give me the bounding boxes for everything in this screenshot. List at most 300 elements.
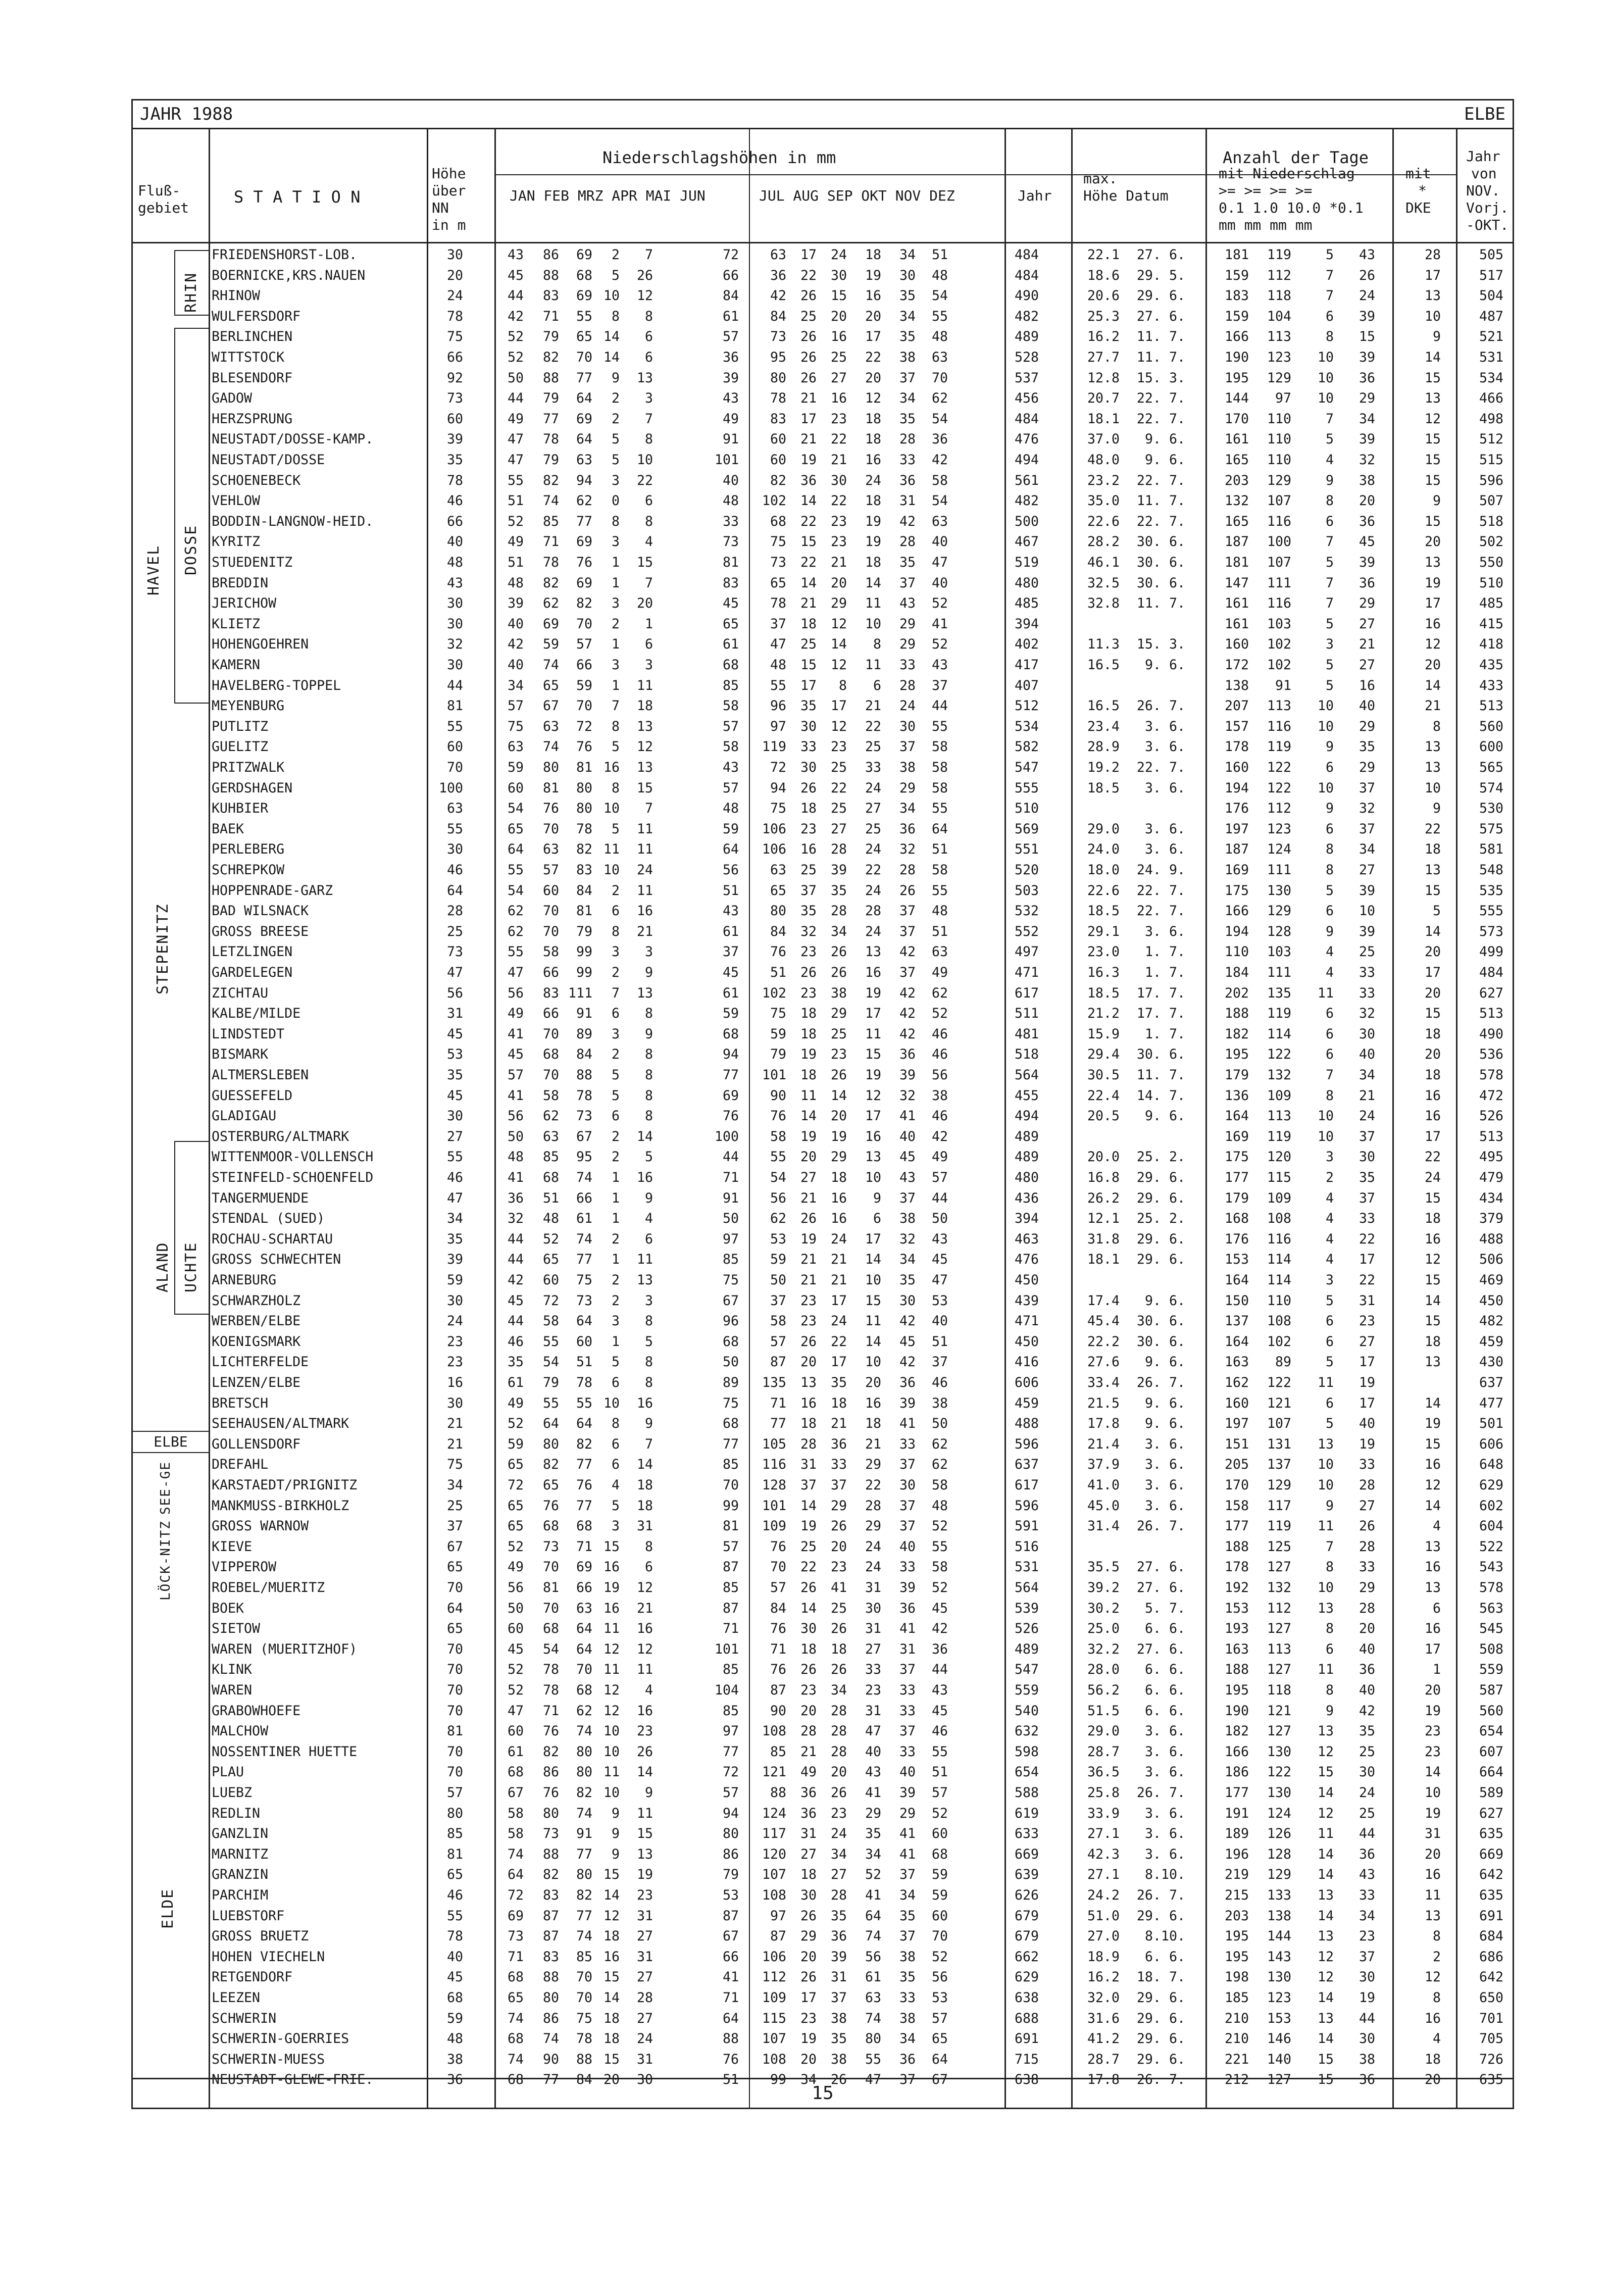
cell-jul: 55 (770, 677, 786, 693)
cell-sep: 8 (838, 677, 847, 693)
cell-jun: 72 (722, 1764, 739, 1780)
cell-hoehe: 21 (446, 1416, 463, 1432)
cell-jun: 67 (722, 1292, 739, 1309)
table-row (133, 1455, 1513, 1475)
cell-dez: 50 (931, 1211, 948, 1227)
cell-okt: 14 (865, 1252, 881, 1268)
cell-days-dke: 23 (1359, 1928, 1375, 1944)
cell-max-datum: 6. 6. (1144, 1703, 1185, 1719)
cell-nov: 41 (899, 1108, 916, 1124)
cell-hoehe: 55 (446, 821, 463, 837)
station-name: BODDIN-LANGNOW-HEID. (212, 513, 374, 529)
cell-dke: 15 (1424, 431, 1441, 447)
cell-jul: 59 (770, 1252, 786, 1268)
cell-mai: 11 (636, 677, 653, 693)
cell-jahr: 471 (1014, 1313, 1039, 1329)
station-name: LEEZEN (212, 1990, 261, 2006)
cell-max-hoehe: 23.0 (1087, 944, 1120, 960)
cell-jul: 37 (770, 1292, 786, 1309)
table-row (133, 1373, 1513, 1393)
cell-days-dke: 20 (1359, 493, 1375, 509)
cell-dke: 16 (1424, 2010, 1441, 2026)
cell-mrz: 70 (576, 616, 592, 632)
cell-okt: 10 (865, 616, 881, 632)
cell-nov: 42 (899, 513, 916, 529)
cell-apr: 3 (611, 1313, 620, 1329)
cell-mai: 5 (644, 1149, 653, 1165)
cell-apr: 5 (611, 267, 620, 283)
cell-mai: 10 (636, 452, 653, 468)
cell-feb: 78 (542, 1682, 559, 1698)
cell-max-hoehe: 21.4 (1087, 1436, 1120, 1452)
cell-dke: 20 (1424, 2072, 1441, 2088)
cell-apr: 1 (611, 636, 620, 653)
cell-apr: 18 (603, 2010, 620, 2026)
cell-days-01: 198 (1224, 1969, 1249, 1985)
cell-jahr: 638 (1014, 1990, 1039, 2006)
cell-hoehe: 28 (446, 903, 463, 919)
cell-max-hoehe: 32.5 (1087, 575, 1120, 591)
cell-max-datum: 3. 6. (1144, 1477, 1185, 1493)
cell-sep: 15 (830, 288, 847, 304)
cell-max-datum: 9. 6. (1144, 1292, 1185, 1309)
cell-days-01: 182 (1224, 1723, 1249, 1739)
cell-apr: 15 (603, 1867, 620, 1883)
cell-mai: 15 (636, 780, 653, 796)
cell-apr: 2 (611, 1292, 620, 1309)
cell-aug: 18 (800, 616, 817, 632)
cell-days-01: 186 (1224, 1764, 1249, 1780)
cell-days-01: 210 (1224, 2010, 1249, 2026)
cell-days-10: 111 (1267, 575, 1291, 591)
cell-feb: 63 (542, 841, 559, 858)
cell-okt: 19 (865, 985, 881, 1001)
cell-days-100: 6 (1325, 308, 1334, 324)
cell-hoehe: 48 (446, 2031, 463, 2047)
cell-aug: 31 (800, 1457, 817, 1473)
cell-mrz: 77 (576, 1846, 592, 1862)
cell-jun: 68 (722, 657, 739, 673)
cell-max-hoehe: 18.5 (1087, 903, 1120, 919)
cell-jul: 73 (770, 329, 786, 345)
cell-feb: 73 (542, 1538, 559, 1555)
cell-dez: 37 (931, 677, 948, 693)
cell-max-datum: 3. 6. (1144, 821, 1185, 837)
cell-jan: 52 (507, 329, 524, 345)
cell-feb: 51 (542, 1190, 559, 1206)
cell-aug: 26 (800, 780, 817, 796)
cell-jan: 57 (507, 1067, 524, 1083)
cell-jahr-von: 487 (1479, 308, 1503, 324)
cell-max-datum: 22. 7. (1136, 882, 1185, 899)
cell-jahr-von: 559 (1479, 1662, 1503, 1678)
cell-max-hoehe: 28.2 (1087, 534, 1120, 550)
cell-okt: 6 (873, 1211, 881, 1227)
cell-jahr-von: 490 (1479, 1026, 1503, 1042)
cell-okt: 16 (865, 965, 881, 980)
cell-sep: 22 (830, 1333, 847, 1350)
table-row (133, 512, 1513, 532)
cell-apr: 10 (603, 1395, 620, 1411)
cell-dez: 41 (931, 616, 948, 632)
cell-okt: 17 (865, 1231, 881, 1247)
cell-jul: 56 (770, 1190, 786, 1206)
cell-sep: 35 (830, 2031, 847, 2047)
cell-nov: 37 (899, 923, 916, 939)
cell-mrz: 82 (576, 1887, 592, 1903)
cell-nov: 30 (899, 1292, 916, 1309)
cell-days-01: 164 (1224, 1272, 1249, 1288)
cell-jahr: 561 (1014, 472, 1039, 488)
cell-days-01: 110 (1224, 944, 1249, 960)
cell-feb: 72 (542, 1292, 559, 1309)
cell-sep: 26 (830, 965, 847, 980)
cell-jahr: 520 (1014, 862, 1039, 878)
cell-days-dke: 22 (1359, 1272, 1375, 1288)
cell-aug: 34 (800, 2072, 817, 2088)
cell-jul: 112 (762, 1969, 786, 1985)
cell-apr: 3 (611, 595, 620, 612)
cell-sep: 23 (830, 411, 847, 427)
cell-jun: 64 (722, 2010, 739, 2026)
cell-max-hoehe: 20.6 (1087, 288, 1120, 304)
cell-jun: 101 (714, 1641, 739, 1657)
cell-dke: 15 (1424, 1190, 1441, 1206)
cell-apr: 8 (611, 308, 620, 324)
cell-days-01: 179 (1224, 1067, 1249, 1083)
cell-nov: 26 (899, 882, 916, 899)
cell-days-dke: 31 (1359, 1292, 1375, 1309)
cell-aug: 23 (800, 944, 817, 960)
cell-max-hoehe: 32.0 (1087, 1990, 1120, 2006)
cell-okt: 6 (873, 677, 881, 693)
cell-mai: 3 (644, 657, 653, 673)
cell-jan: 49 (507, 1395, 524, 1411)
cell-jahr-von: 669 (1479, 1846, 1503, 1862)
cell-days-10: 130 (1267, 882, 1291, 899)
cell-mai: 30 (636, 2072, 653, 2088)
cell-nov: 36 (899, 821, 916, 837)
cell-days-dke: 33 (1359, 1887, 1375, 1903)
header-hoehe-1: Höhe (432, 165, 466, 182)
cell-feb: 68 (542, 1621, 559, 1637)
cell-dez: 49 (931, 965, 948, 980)
cell-days-01: 205 (1224, 1457, 1249, 1473)
cell-mai: 7 (644, 575, 653, 591)
cell-aug: 30 (800, 1621, 817, 1637)
station-name: NEUSTADT/DOSSE (212, 452, 325, 468)
cell-apr: 8 (611, 718, 620, 734)
cell-days-100: 6 (1325, 903, 1334, 919)
cell-days-100: 6 (1325, 513, 1334, 529)
cell-dke: 28 (1424, 247, 1441, 263)
cell-days-dke: 39 (1359, 350, 1375, 365)
cell-dke: 15 (1424, 1313, 1441, 1329)
cell-jul: 57 (770, 1333, 786, 1350)
cell-jul: 87 (770, 1354, 786, 1370)
cell-dke: 20 (1424, 985, 1441, 1001)
cell-jun: 71 (722, 1621, 739, 1637)
cell-days-01: 177 (1224, 1170, 1249, 1185)
cell-jahr-von: 560 (1479, 1703, 1503, 1719)
cell-hoehe: 30 (446, 247, 463, 263)
cell-dez: 53 (931, 1990, 948, 2006)
cell-okt: 33 (865, 760, 881, 775)
cell-mai: 21 (636, 923, 653, 939)
cell-sep: 17 (830, 698, 847, 714)
cell-jahr-von: 602 (1479, 1498, 1503, 1514)
cell-apr: 9 (611, 1846, 620, 1862)
cell-dez: 51 (931, 1764, 948, 1780)
cell-jahr: 459 (1014, 1395, 1039, 1411)
cell-sep: 22 (830, 431, 847, 447)
cell-days-100: 4 (1325, 452, 1334, 468)
cell-jun: 45 (722, 595, 739, 612)
cell-sep: 14 (830, 636, 847, 653)
cell-max-hoehe: 16.5 (1087, 698, 1120, 714)
cell-days-dke: 15 (1359, 329, 1375, 345)
cell-days-100: 5 (1325, 677, 1334, 693)
cell-days-100: 12 (1317, 1805, 1334, 1821)
table-row (133, 1516, 1513, 1536)
cell-days-100: 10 (1317, 350, 1334, 365)
cell-mai: 6 (644, 636, 653, 653)
cell-apr: 8 (611, 513, 620, 529)
cell-dez: 56 (931, 1067, 948, 1083)
cell-jahr-von: 650 (1479, 1990, 1503, 2006)
cell-jahr-von: 648 (1479, 1457, 1503, 1473)
cell-sep: 24 (830, 1231, 847, 1247)
cell-jahr-von: 418 (1479, 636, 1503, 653)
cell-days-100: 10 (1317, 698, 1334, 714)
cell-hoehe: 48 (446, 555, 463, 570)
cell-nov: 33 (899, 1703, 916, 1719)
cell-okt: 12 (865, 1087, 881, 1104)
cell-days-10: 127 (1267, 1723, 1291, 1739)
cell-jan: 47 (507, 965, 524, 980)
cell-days-10: 121 (1267, 1395, 1291, 1411)
cell-mrz: 69 (576, 534, 592, 550)
cell-aug: 14 (800, 575, 817, 591)
table-row (133, 922, 1513, 942)
cell-hoehe: 45 (446, 1087, 463, 1104)
cell-apr: 1 (611, 1211, 620, 1227)
cell-jahr: 626 (1014, 1887, 1039, 1903)
cell-nov: 33 (899, 1682, 916, 1698)
cell-dke: 17 (1424, 1641, 1441, 1657)
cell-apr: 6 (611, 1457, 620, 1473)
cell-hoehe: 65 (446, 1621, 463, 1637)
cell-jan: 60 (507, 780, 524, 796)
cell-jul: 88 (770, 1785, 786, 1801)
cell-aug: 17 (800, 247, 817, 263)
cell-jun: 104 (714, 1682, 739, 1698)
cell-max-hoehe: 29.4 (1087, 1046, 1120, 1063)
header-jahr-von-5: -OKT. (1466, 217, 1509, 233)
cell-days-10: 110 (1267, 452, 1291, 468)
cell-dez: 43 (931, 1231, 948, 1247)
cell-max-datum: 22. 7. (1136, 513, 1185, 529)
cell-days-dke: 26 (1359, 267, 1375, 283)
table-row (133, 1804, 1513, 1824)
cell-jun: 51 (722, 2072, 739, 2088)
cell-days-100: 7 (1325, 288, 1334, 304)
cell-okt: 34 (865, 1846, 881, 1862)
cell-mai: 27 (636, 1969, 653, 1985)
cell-days-dke: 34 (1359, 841, 1375, 858)
cell-okt: 24 (865, 472, 881, 488)
cell-okt: 28 (865, 1498, 881, 1514)
cell-apr: 14 (603, 329, 620, 345)
cell-max-hoehe: 17.4 (1087, 1292, 1120, 1309)
cell-nov: 35 (899, 1908, 916, 1924)
cell-apr: 4 (611, 1477, 620, 1493)
cell-feb: 82 (542, 472, 559, 488)
cell-days-dke: 37 (1359, 1949, 1375, 1965)
cell-apr: 16 (603, 760, 620, 775)
cell-days-dke: 21 (1359, 1087, 1375, 1104)
cell-hoehe: 46 (446, 1887, 463, 1903)
cell-jahr-von: 502 (1479, 534, 1503, 550)
cell-dke: 15 (1424, 513, 1441, 529)
cell-jahr: 662 (1014, 1949, 1039, 1965)
station-name: NEUSTADT/DOSSE-KAMP. (212, 431, 374, 447)
cell-jahr-von: 587 (1479, 1682, 1503, 1698)
cell-okt: 11 (865, 657, 881, 673)
cell-mrz: 70 (576, 1662, 592, 1678)
cell-max-hoehe: 29.1 (1087, 923, 1120, 939)
cell-mai: 16 (636, 1395, 653, 1411)
cell-max-hoehe: 45.4 (1087, 1313, 1120, 1329)
cell-jun: 33 (722, 513, 739, 529)
cell-jahr: 516 (1014, 1538, 1039, 1555)
cell-apr: 9 (611, 1805, 620, 1821)
cell-hoehe: 31 (446, 1006, 463, 1022)
cell-jahr-von: 543 (1479, 1559, 1503, 1575)
cell-okt: 55 (865, 2051, 881, 2067)
station-name: GRANZIN (212, 1867, 269, 1883)
cell-nov: 37 (899, 1190, 916, 1206)
station-name: LINDSTEDT (212, 1026, 285, 1042)
cell-aug: 18 (800, 1006, 817, 1022)
cell-apr: 1 (611, 1252, 620, 1268)
cell-sep: 24 (830, 1313, 847, 1329)
cell-aug: 18 (800, 1067, 817, 1083)
cell-feb: 55 (542, 1395, 559, 1411)
cell-days-100: 13 (1317, 1436, 1334, 1452)
cell-dke: 13 (1424, 1580, 1441, 1595)
cell-dke: 16 (1424, 1231, 1441, 1247)
cell-max-hoehe: 37.0 (1087, 431, 1120, 447)
cell-days-100: 3 (1325, 1272, 1334, 1288)
cell-sep: 16 (830, 329, 847, 345)
cell-apr: 11 (603, 1764, 620, 1780)
cell-jahr: 596 (1014, 1498, 1039, 1514)
cell-jahr: 629 (1014, 1969, 1039, 1985)
cell-feb: 76 (542, 1723, 559, 1739)
cell-apr: 15 (603, 2051, 620, 2067)
cell-days-01: 153 (1224, 1252, 1249, 1268)
cell-jul: 94 (770, 780, 786, 796)
cell-sep: 37 (830, 1477, 847, 1493)
cell-jahr: 518 (1014, 1046, 1039, 1063)
cell-days-100: 11 (1317, 1662, 1334, 1678)
cell-jun: 77 (722, 1067, 739, 1083)
cell-hoehe: 30 (446, 1395, 463, 1411)
cell-feb: 70 (542, 1600, 559, 1616)
cell-jun: 94 (722, 1046, 739, 1063)
cell-jan: 55 (507, 472, 524, 488)
cell-mrz: 70 (576, 1990, 592, 2006)
cell-jun: 57 (722, 1538, 739, 1555)
cell-dke: 8 (1432, 1990, 1441, 2006)
station-name: GADOW (212, 390, 253, 407)
table-row (133, 798, 1513, 819)
cell-okt: 22 (865, 718, 881, 734)
cell-mai: 8 (644, 431, 653, 447)
cell-jan: 68 (507, 2031, 524, 2047)
cell-nov: 42 (899, 985, 916, 1001)
region-label: ELBE (1464, 104, 1505, 124)
cell-days-100: 7 (1325, 411, 1334, 427)
cell-days-01: 169 (1224, 1128, 1249, 1144)
cell-dke: 15 (1424, 882, 1441, 899)
cell-jan: 49 (507, 411, 524, 427)
cell-mai: 8 (644, 1087, 653, 1104)
cell-days-01: 144 (1224, 390, 1249, 407)
cell-dke: 12 (1424, 1252, 1441, 1268)
cell-max-hoehe: 27.1 (1087, 1826, 1120, 1842)
cell-mrz: 85 (576, 1949, 592, 1965)
cell-feb: 64 (542, 1416, 559, 1432)
cell-max-hoehe: 37.9 (1087, 1457, 1120, 1473)
cell-days-100: 5 (1325, 882, 1334, 899)
cell-days-100: 4 (1325, 1211, 1334, 1227)
cell-max-hoehe: 25.0 (1087, 1621, 1120, 1637)
cell-jul: 109 (762, 1518, 786, 1534)
cell-max-datum: 1. 7. (1144, 1026, 1185, 1042)
cell-mrz: 91 (576, 1006, 592, 1022)
cell-feb: 88 (542, 267, 559, 283)
cell-days-dke: 30 (1359, 1026, 1375, 1042)
cell-dez: 52 (931, 1006, 948, 1022)
cell-nov: 34 (899, 247, 916, 263)
cell-jahr: 481 (1014, 1026, 1039, 1042)
cell-sep: 34 (830, 923, 847, 939)
cell-days-10: 130 (1267, 1743, 1291, 1760)
cell-aug: 19 (800, 1518, 817, 1534)
cell-jun: 100 (714, 1128, 739, 1144)
cell-feb: 71 (542, 308, 559, 324)
cell-nov: 37 (899, 1518, 916, 1534)
cell-sep: 12 (830, 718, 847, 734)
cell-feb: 83 (542, 288, 559, 304)
cell-hoehe: 23 (446, 1354, 463, 1370)
cell-max-datum: 22. 7. (1136, 903, 1185, 919)
cell-days-01: 194 (1224, 923, 1249, 939)
cell-days-100: 10 (1317, 1128, 1334, 1144)
cell-apr: 16 (603, 1600, 620, 1616)
cell-sep: 18 (830, 1641, 847, 1657)
cell-jan: 64 (507, 841, 524, 858)
cell-jahr: 619 (1014, 1805, 1039, 1821)
cell-okt: 80 (865, 2031, 881, 2047)
cell-nov: 43 (899, 1170, 916, 1185)
station-name: WITTENMOOR-VOLLENSCH (212, 1149, 374, 1165)
cell-jul: 51 (770, 965, 786, 980)
cell-mai: 8 (644, 1313, 653, 1329)
cell-sep: 33 (830, 1457, 847, 1473)
